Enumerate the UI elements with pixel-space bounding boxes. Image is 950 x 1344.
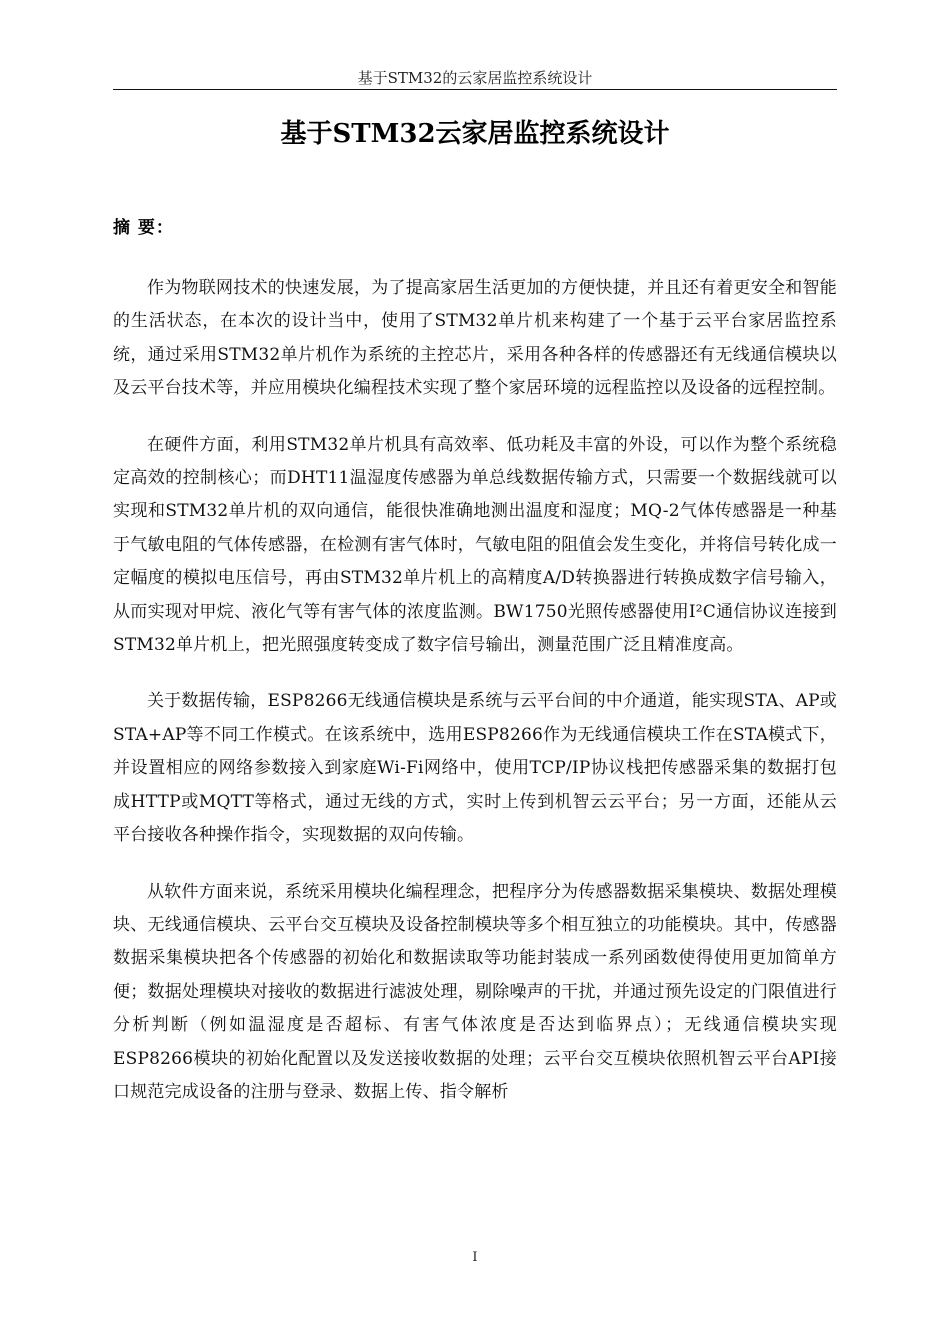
document-title: 基于STM32云家居监控系统设计: [280, 119, 670, 149]
header-rule: [113, 89, 837, 90]
abstract-paragraph-1: 作为物联网技术的快速发展，为了提高家居生活更加的方便快捷，并且还有着更安全和智能的生活状态，在本次的设计当中，使用了STM32单片机来构建了一个基于云平台家居监控系统，通过采用STM32单片机作为系统的主控芯片，采用各种各样的传感器还有无线通信模块以及云平台技术等，并应用模块化编程技术实现了整个家居环境的远程监控以及设备的远程控制。: [113, 278, 837, 399]
abstract-paragraph-2: 在硬件方面，利用STM32单片机具有高效率、低功耗及丰富的外设，可以作为整个系统稳定高效的控制核心；而DHT11温湿度传感器为单总线数据传输方式，只需要一个数据线就可以实现和STM32单片机的双向通信，能很快准确地测出温度和湿度；MQ-2气体传感器是一种基于气敏电阻的气体传感器，在检测有害气体时，气敏电阻的阻值会发生变化，并将信号转化成一定幅度的模拟电压信号，再由STM32单片机上的高精度A/D转换器进行转换成数字信号输入，从而实现对甲烷、液化气等有害气体的浓度监测。BW1750光照传感器使用I²C通信协议连接到STM32单片机上，把光照强度转变成了数字信号输出，测量范围广泛且精准度高。: [113, 434, 837, 656]
abstract-paragraph-3: 关于数据传输，ESP8266无线通信模块是系统与云平台间的中介通道，能实现STA、AP或STA+AP等不同工作模式。在该系统中，选用ESP8266作为无线通信模块工作在STA模式下，并设置相应的网络参数接入到家庭Wi-Fi网络中，使用TCP/IP协议栈把传感器采集的数据打包成HTTP或MQTT等格式，通过无线的方式，实时上传到机智云云平台；另一方面，还能从云平台接收各种操作指令，实现数据的双向传输。: [113, 691, 837, 846]
page-number: I: [472, 1250, 478, 1265]
abstract-body: [113, 272, 837, 1132]
abstract-label: 摘 要：: [113, 218, 174, 238]
abstract-paragraph-4: 从软件方面来说，系统采用模块化编程理念，把程序分为传感器数据采集模块、数据处理模块、无线通信模块、云平台交互模块及设备控制模块等多个相互独立的功能模块。其中，传感器数据采集模块把各个传感器的初始化和数据读取等功能封装成一系列函数使得使用更加简单方便；数据处理模块对接收的数据进行滤波处理，剔除噪声的干扰，并通过预先设定的门限值进行分析判断（例如温湿度是否超标、有害气体浓度是否达到临界点）；无线通信模块实现ESP8266模块的初始化配置以及发送接收数据的处理；云平台交互模块依照机智云平台API接口规范完成设备的注册与登录、数据上传、指令解析: [113, 881, 837, 1102]
running-header: 基于STM32的云家居监控系统设计: [357, 69, 593, 87]
